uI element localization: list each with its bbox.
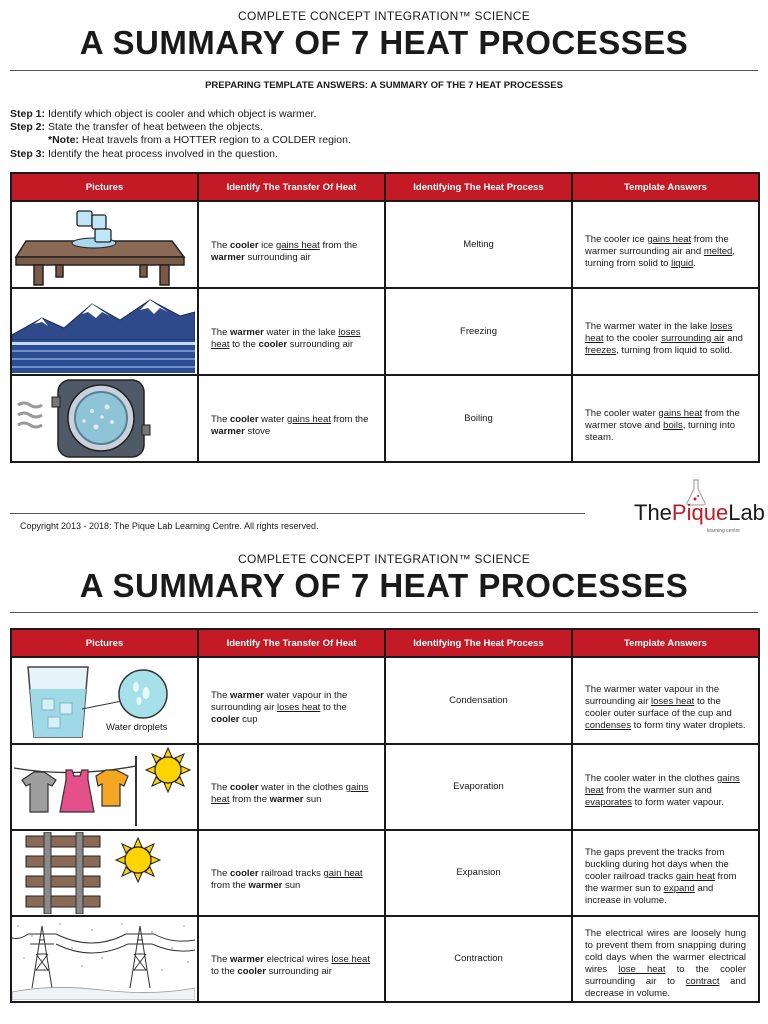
table-row [11, 830, 759, 916]
clothes-line-sun-illustration [12, 746, 195, 828]
key-phrase: lose heat [331, 954, 370, 965]
page-title: A SUMMARY OF 7 HEAT PROCESSES [79, 567, 689, 604]
process-cell: Freezing [385, 288, 572, 375]
text-segment: stove [244, 425, 271, 437]
key-phrase: evaporates [585, 797, 633, 808]
text-segment: sun [282, 880, 301, 891]
emphasis-text: cooler [211, 713, 240, 725]
transfer-cell [198, 201, 385, 288]
text-segment: and [724, 332, 743, 344]
key-phrase: gain heat [675, 871, 715, 882]
copyright-text: Copyright 2013 - 2018: The Pique Lab Learning Centre. All rights reserved. [20, 521, 319, 531]
emphasis-text: cooler [230, 413, 259, 425]
picture-cell [11, 830, 198, 916]
emphasis-text: warmer [230, 689, 264, 701]
text-segment: The [211, 868, 231, 879]
text-segment: The warmer water in the lake [585, 320, 711, 332]
text-segment: . [693, 257, 696, 269]
header-answers: Template Answers [572, 173, 759, 201]
text-segment: surrounding air [244, 251, 311, 263]
process-cell: Boiling [385, 375, 572, 462]
text-segment: to form tiny water droplets. [630, 719, 746, 731]
pot-on-stove-illustration [12, 377, 195, 460]
cold-cup-illustration [12, 659, 195, 742]
key-phrase: gain heat [323, 868, 363, 879]
text-segment: The [211, 689, 231, 701]
answer-cell [572, 288, 759, 375]
header-transfer: Identify The Transfer Of Heat [198, 173, 385, 201]
key-phrase: contract [685, 976, 720, 987]
answer-cell [572, 657, 759, 744]
text-segment: from the [211, 880, 249, 891]
text-segment: surrounding air [265, 966, 332, 977]
text-segment: , turning from liquid to solid. [616, 344, 733, 356]
emphasis-text: warmer [211, 251, 245, 263]
table-row [11, 201, 759, 288]
key-phrase: gains heat [585, 773, 740, 796]
transfer-cell [198, 916, 385, 1002]
header-transfer: Identify The Transfer Of Heat [198, 629, 385, 657]
transfer-cell [198, 375, 385, 462]
key-phrase: expand [663, 883, 695, 894]
emphasis-text: cooler [230, 239, 259, 251]
key-phrase: surrounding air [661, 332, 725, 344]
header-pictures: Pictures [11, 629, 198, 657]
text-segment: and decrease in volume. [585, 976, 746, 999]
key-phrase: freezes [585, 344, 617, 356]
key-phrase: gains heat [275, 239, 320, 251]
key-phrase: loses heat [211, 326, 361, 350]
picture-cell [11, 201, 198, 288]
text-segment: The cooler water [585, 407, 659, 419]
step-2: Step 2: State the transfer of heat between the objects. [10, 121, 263, 134]
table-header-row [11, 173, 759, 201]
electric-wires-snow-illustration [12, 918, 195, 1000]
answer-cell [572, 830, 759, 916]
header-answers: Template Answers [572, 629, 759, 657]
text-segment: electrical wires [263, 954, 332, 965]
picture-cell [11, 375, 198, 462]
emphasis-text: warmer [230, 326, 264, 338]
text-segment: The [211, 782, 231, 793]
transfer-cell [198, 288, 385, 375]
piquelab-logo: ThePiqueLab [634, 500, 765, 525]
step-3: Step 3: Identify the heat process involved in the question. [10, 147, 278, 160]
text-segment: water in the lake [263, 326, 339, 338]
transfer-cell [198, 744, 385, 830]
text-segment: to the cooler surrounding air to [585, 964, 747, 987]
page-kicker: COMPLETE CONCEPT INTEGRATION™ SCIENCE [237, 9, 531, 23]
key-phrase: loses heat [651, 695, 695, 707]
text-segment: railroad tracks [258, 868, 324, 879]
text-segment: , turning into steam. [585, 419, 735, 443]
template-heading: PREPARING TEMPLATE ANSWERS: A SUMMARY OF THE 7 HEAT PROCESSES [205, 80, 563, 91]
process-cell: Melting [385, 201, 572, 288]
emphasis-text: warmer [230, 954, 264, 965]
key-phrase: gains heat [211, 782, 369, 805]
text-segment: from the [319, 239, 358, 251]
railroad-sun-illustration [12, 832, 195, 914]
key-phrase: condenses [585, 719, 631, 731]
text-segment: The cooler water in the clothes [585, 773, 718, 784]
key-phrase: loses heat [277, 701, 321, 713]
text-segment: water [258, 413, 288, 425]
water-droplets-label: Water droplets [106, 722, 168, 733]
text-segment: The [211, 413, 231, 425]
process-cell: Contraction [385, 916, 572, 1002]
text-segment: The gaps prevent the tracks from buckling during hot days when the cooler railroad tracks [585, 847, 729, 882]
table-row [11, 744, 759, 830]
process-cell: Evaporation [385, 744, 572, 830]
emphasis-text: cooler [258, 338, 288, 350]
answer-cell [572, 744, 759, 830]
logo-tagline: learning centre [707, 528, 741, 534]
text-segment: to form water vapour. [632, 797, 724, 808]
text-segment: surrounding air [287, 338, 354, 350]
emphasis-text: cooler [230, 782, 259, 793]
steps-list [10, 108, 351, 161]
text-segment: cup [239, 713, 258, 725]
header-process: Identifying The Heat Process [385, 173, 572, 201]
text-segment: from the warmer stove and [585, 407, 740, 431]
table-row [11, 375, 759, 462]
text-segment: water vapour in the surrounding air [211, 689, 348, 713]
table-header-row [11, 629, 759, 657]
table-row [11, 288, 759, 375]
text-segment: to the [320, 701, 347, 713]
header-pictures: Pictures [11, 173, 198, 201]
text-segment: sun [303, 794, 322, 805]
text-segment: to the cooler [603, 332, 662, 344]
key-phrase: gains heat [658, 407, 703, 419]
process-cell: Condensation [385, 657, 572, 744]
text-segment: ice [258, 239, 276, 251]
text-segment: and increase in volume. [585, 883, 714, 906]
key-phrase: lose heat [618, 964, 666, 975]
footer-divider [10, 513, 585, 514]
text-segment: from the warmer sun and [603, 785, 712, 796]
transfer-cell [198, 657, 385, 744]
heat-process-table-2 [10, 628, 760, 1003]
text-segment: The electrical wires are loosely hung to prevent them from snapping during cold days when the warmer electrical wires [585, 928, 746, 975]
emphasis-text: warmer [269, 794, 304, 805]
text-segment: to the cooler outer surface of the cup and [585, 695, 732, 719]
text-segment: from the warmer sun to [585, 871, 737, 894]
text-segment: from the [229, 794, 270, 805]
mountain-lake-illustration [12, 290, 195, 373]
key-phrase: liquid [671, 257, 694, 269]
key-phrase: gains heat [287, 413, 331, 425]
table-row [11, 657, 759, 744]
picture-cell [11, 288, 198, 375]
text-segment: The [211, 239, 231, 251]
text-segment: water in the clothes [258, 782, 346, 793]
text-segment: The [211, 326, 231, 338]
emphasis-text: warmer [211, 425, 245, 437]
process-cell: Expansion [385, 830, 572, 916]
picture-cell [11, 916, 198, 1002]
heat-process-table-1 [10, 172, 760, 463]
text-segment: to the [211, 966, 238, 977]
text-segment: The warmer water vapour in the surrounding air [585, 683, 720, 707]
key-phrase: gains heat [647, 233, 692, 245]
text-segment: from the warmer surrounding air and [585, 233, 729, 257]
text-segment: The cooler ice [585, 233, 648, 245]
key-phrase: boils [663, 419, 683, 431]
emphasis-text: cooler [237, 966, 266, 977]
key-phrase: melted [703, 245, 733, 257]
key-phrase: loses heat [585, 320, 733, 344]
page-kicker: COMPLETE CONCEPT INTEGRATION™ SCIENCE [237, 552, 531, 566]
emphasis-text: cooler [230, 868, 259, 879]
transfer-cell [198, 830, 385, 916]
page-title: A SUMMARY OF 7 HEAT PROCESSES [79, 24, 689, 61]
emphasis-text: warmer [248, 880, 283, 891]
answer-cell [572, 201, 759, 288]
step-1: Step 1: Identify which object is cooler and which object is warmer. [10, 108, 317, 120]
step-note: *Note: Heat travels from a HOTTER region to a COLDER region. [48, 134, 351, 147]
answer-cell [572, 375, 759, 462]
title-divider [10, 70, 758, 71]
text-segment: from the [330, 413, 369, 425]
picture-cell [11, 657, 198, 744]
ice-on-table-illustration [12, 203, 195, 286]
text-segment: to the [229, 338, 259, 350]
answer-cell [572, 916, 759, 1002]
title-divider [10, 612, 758, 613]
header-process: Identifying The Heat Process [385, 629, 572, 657]
text-segment: , turning from solid to [585, 245, 735, 269]
text-segment: The [211, 954, 231, 965]
table-row [11, 916, 759, 1002]
picture-cell [11, 744, 198, 830]
